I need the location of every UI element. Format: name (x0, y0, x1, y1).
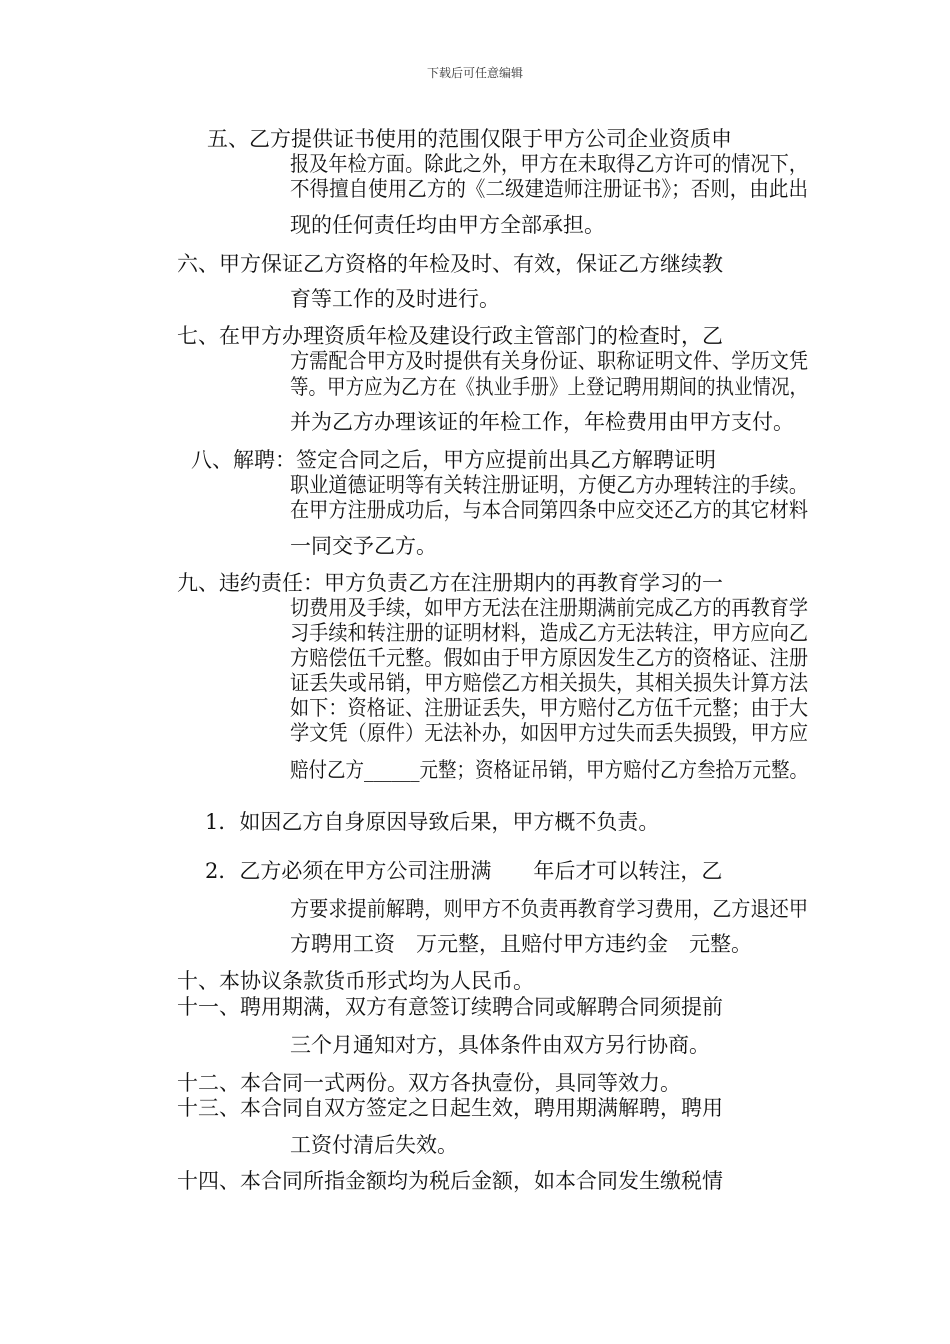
text-line: 方聘用工资 万元整，且赔付甲方违约金 元整。 (290, 932, 752, 956)
text-line: 育等工作的及时进行。 (290, 287, 500, 311)
text-line: 1．如因乙方自身原因导致后果，甲方概不负责。 (205, 810, 660, 834)
text-line: 现的任何责任均由甲方全部承担。 (290, 213, 605, 237)
text-line: 并为乙方办理该证的年检工作，年检费用由甲方支付。 (290, 410, 794, 434)
text-line: 三个月通知对方，具体条件由双方另行协商。 (290, 1033, 710, 1057)
header-note: 下载后可任意编辑 (426, 66, 523, 80)
text-line: 五、乙方提供证书使用的范围仅限于甲方公司企业资质申 (207, 127, 732, 151)
text-line: 习手续和转注册的证明材料，造成乙方无法转注，甲方应向乙 (290, 621, 809, 645)
text-line: 十四、本合同所指金额均为税后金额，如本合同发生缴税情 (177, 1169, 723, 1193)
text-line: 在甲方注册成功后，与本合同第四条中应交还乙方的其它材料 (290, 498, 809, 522)
text-line: 学文凭（原件）无法补办，如因甲方过失而丢失损毁，甲方应 (290, 721, 809, 745)
text-line: 工资付清后失效。 (290, 1133, 458, 1157)
text-line: 等。甲方应为乙方在《执业手册》上登记聘用期间的执业情况， (290, 375, 809, 399)
text-line: 方赔偿伍千元整。假如由于甲方原因发生乙方的资格证、注册 (290, 646, 809, 670)
text-line: 方要求提前解聘，则甲方不负责再教育学习费用，乙方退还甲 (290, 897, 809, 921)
text-line: 十二、本合同一式两份。双方各执壹份，具同等效力。 (177, 1071, 681, 1095)
text-line: 报及年检方面。除此之外，甲方在未取得乙方许可的情况下， (290, 152, 809, 176)
text-line: 七、在甲方办理资质年检及建设行政主管部门的检查时，乙 (177, 324, 723, 348)
text-line: 九、违约责任：甲方负责乙方在注册期内的再教育学习的一 (177, 571, 723, 595)
text-line: 十一、聘用期满，双方有意签订续聘合同或解聘合同须提前 (177, 995, 723, 1019)
text-line: 如下：资格证、注册证丢失，甲方赔付乙方伍千元整；由于大 (290, 696, 809, 720)
text-line: 方需配合甲方及时提供有关身份证、职称证明文件、学历文凭 (290, 349, 809, 373)
text-line: 一同交予乙方。 (290, 534, 437, 558)
text-line: 赔付乙方______元整；资格证吊销，甲方赔付乙方叁拾万元整。 (290, 758, 809, 782)
text-line: 八、解聘：签定合同之后，甲方应提前出具乙方解聘证明 (191, 448, 716, 472)
text-line: 职业道德证明等有关转注册证明，方便乙方办理转注的手续。 (290, 473, 809, 497)
text-line: 切费用及手续，如甲方无法在注册期满前完成乙方的再教育学 (290, 596, 809, 620)
text-line: 十三、本合同自双方签定之日起生效，聘用期满解聘，聘用 (177, 1096, 723, 1120)
text-line: 十、本协议条款货币形式均为人民币。 (177, 969, 534, 993)
text-line: 证丢失或吊销，甲方赔偿乙方相关损失，其相关损失计算方法 (290, 671, 809, 695)
text-line: 六、甲方保证乙方资格的年检及时、有效，保证乙方继续教 (177, 252, 723, 276)
text-line: 不得擅自使用乙方的《二级建造师注册证书》；否则，由此出 (290, 177, 808, 201)
text-line: 2．乙方必须在甲方公司注册满 年后才可以转注，乙 (205, 859, 723, 883)
